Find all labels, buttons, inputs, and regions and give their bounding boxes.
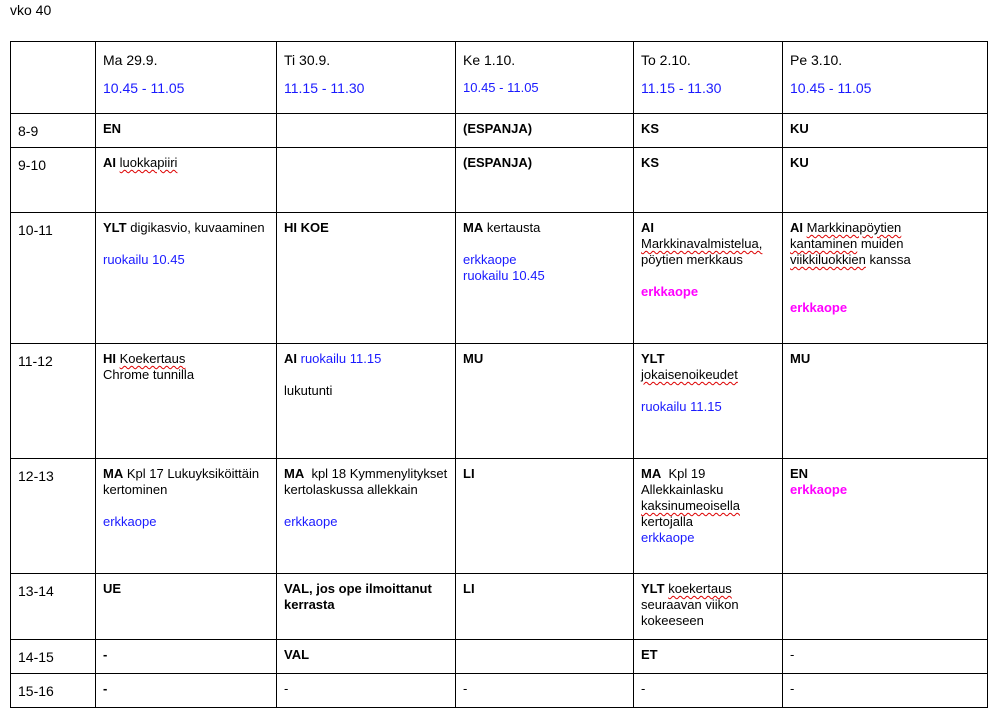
cell-fri: AI Markkinapöytien kantaminen muiden viikkiluokkien kanssa erkkaope: [783, 213, 988, 344]
cell-thu: AI Markkinavalmistelua, pöytien merkkaus erkkaope: [634, 213, 783, 344]
cell-thu: YLT jokaisenoikeudet ruokailu 11.15: [634, 344, 783, 459]
cell-fri: EN erkkaope: [783, 459, 988, 574]
hour-label: 14-15: [11, 640, 96, 674]
cell-tue: MA kpl 18 Kymmenylitykset kertolaskussa allekkain erkkaope: [277, 459, 456, 574]
cell-fri: [783, 574, 988, 640]
cell-wed: MA kertausta erkkaope ruokailu 10.45: [456, 213, 634, 344]
header-row: [11, 42, 988, 114]
cell-mon: MA Kpl 17 Lukuyksiköittäin kertominen erkkaope: [96, 459, 277, 574]
cell-wed: MU: [456, 344, 634, 459]
table-row: [11, 459, 988, 574]
cell-thu: KS: [634, 148, 783, 213]
hour-label: 11-12: [11, 344, 96, 459]
cell-fri: KU: [783, 114, 988, 148]
corner-cell: [11, 42, 96, 114]
cell-tue: AI ruokailu 11.15 lukutunti: [277, 344, 456, 459]
cell-wed: [456, 640, 634, 674]
hour-label: 9-10: [11, 148, 96, 213]
cell-thu: ET: [634, 640, 783, 674]
cell-tue: VAL, jos ope ilmoittanut kerrasta: [277, 574, 456, 640]
hour-label: 10-11: [11, 213, 96, 344]
cell-fri: -: [783, 640, 988, 674]
cell-mon: HI Koekertaus Chrome tunnilla: [96, 344, 277, 459]
cell-mon: -: [96, 674, 277, 708]
cell-wed: (ESPANJA): [456, 114, 634, 148]
cell-mon: EN: [96, 114, 277, 148]
cell-fri: KU: [783, 148, 988, 213]
table-row: [11, 344, 988, 459]
schedule-table: [10, 41, 988, 708]
cell-mon: -: [96, 640, 277, 674]
cell-wed: LI: [456, 459, 634, 574]
cell-tue: VAL: [277, 640, 456, 674]
cell-tue: [277, 148, 456, 213]
day-header-wed: Ke 1.10. 10.45 - 11.05: [456, 42, 634, 114]
table-row: [11, 213, 988, 344]
table-row: [11, 574, 988, 640]
hour-label: 8-9: [11, 114, 96, 148]
cell-tue: [277, 114, 456, 148]
table-row: [11, 148, 988, 213]
day-header-mon: Ma 29.9. 10.45 - 11.05: [96, 42, 277, 114]
cell-wed: -: [456, 674, 634, 708]
cell-fri: MU: [783, 344, 988, 459]
cell-tue: HI KOE: [277, 213, 456, 344]
table-row: [11, 674, 988, 708]
cell-tue: -: [277, 674, 456, 708]
day-header-thu: To 2.10. 11.15 - 11.30: [634, 42, 783, 114]
table-row: [11, 640, 988, 674]
cell-thu: -: [634, 674, 783, 708]
cell-mon: YLT digikasvio, kuvaaminen ruokailu 10.45: [96, 213, 277, 344]
day-header-fri: Pe 3.10. 10.45 - 11.05: [783, 42, 988, 114]
cell-mon: AI luokkapiiri: [96, 148, 277, 213]
cell-wed: (ESPANJA): [456, 148, 634, 213]
cell-mon: UE: [96, 574, 277, 640]
cell-thu: KS: [634, 114, 783, 148]
hour-label: 13-14: [11, 574, 96, 640]
hour-label: 12-13: [11, 459, 96, 574]
document-title: vko 40: [10, 2, 52, 18]
cell-wed: LI: [456, 574, 634, 640]
cell-thu: YLT koekertaus seuraavan viikon kokeeseen: [634, 574, 783, 640]
cell-fri: -: [783, 674, 988, 708]
day-header-tue: Ti 30.9. 11.15 - 11.30: [277, 42, 456, 114]
cell-thu: MA Kpl 19 Allekkainlasku kaksinumeoisella kertojalla erkkaope: [634, 459, 783, 574]
table-row: [11, 114, 988, 148]
hour-label: 15-16: [11, 674, 96, 708]
